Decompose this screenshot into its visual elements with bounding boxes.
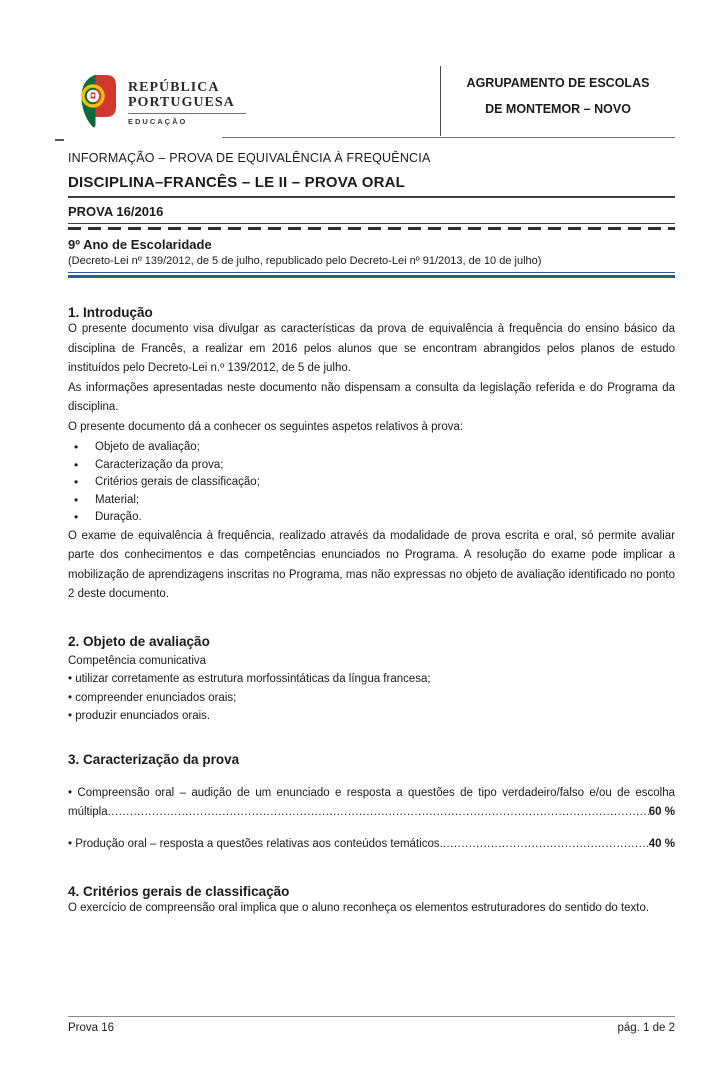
item-1-text-line-1: • Compreensão oral – audição de um enunciado e resposta a questões de tipo verdadeiro/falso e/ou de escolha: [68, 786, 675, 799]
item-2-text: • Produção oral – resposta a questões relativas aos conteúdos temáticos.: [68, 837, 443, 850]
logo-wordmark: [128, 72, 246, 126]
document-page: [68, 64, 675, 919]
list-item: • compreender enunciados orais;: [68, 691, 237, 704]
list-item: • Objeto de avaliação;: [68, 439, 675, 457]
section-2-heading: 2. Objeto de avaliação: [68, 633, 210, 649]
header-bottom-rule: [222, 137, 675, 138]
logo-separator: [128, 113, 246, 114]
section-2-intro: Competência comunicativa: [68, 654, 207, 667]
title-underline: [68, 196, 675, 198]
item-2-weight-value: 40 %: [648, 837, 675, 850]
section-1-paragraph-3: O presente documento dá a conhecer os seguintes aspetos relativos à prova:: [68, 420, 464, 433]
dashed-rule: [68, 227, 675, 230]
item-1-leader-row: [68, 803, 675, 823]
school-name: [441, 76, 675, 128]
section-3-heading: 3. Caracterização da prova: [68, 751, 240, 767]
list-item: • Duração.: [68, 509, 675, 527]
info-title: INFORMAÇÃO – PROVA DE EQUIVALÊNCIA À FREQUÊNCIA: [68, 151, 431, 165]
list-item: • Critérios gerais de classificação;: [68, 474, 675, 492]
list-item: • Caracterização da prova;: [68, 457, 675, 475]
prova-number: PROVA 16/2016: [68, 204, 164, 219]
republica-portuguesa-logo: [78, 72, 246, 130]
prova-underline: [68, 223, 675, 224]
section-1-bullet-list: [68, 439, 675, 527]
school-name-line-1: AGRUPAMENTO DE ESCOLAS: [466, 76, 650, 90]
footer-page-number: pág. 1 de 2: [617, 1022, 675, 1034]
section-1-paragraph-2: As informações apresentadas neste documento não dispensam a consulta da legislação referida e do Programa da disciplina.: [68, 381, 675, 413]
page-footer: [68, 1016, 675, 1034]
item-1-weight-value: 60 %: [648, 806, 675, 818]
portugal-flag-icon: [78, 72, 118, 130]
decree-reference: (Decreto-Lei nº 139/2012, de 5 de julho, republicado pelo Decreto-Lei nº 91/2013, de 10 de julho): [68, 255, 542, 267]
section-1-heading: 1. Introdução: [68, 305, 153, 320]
list-item: • utilizar corretamente as estrutura morfossintáticas da língua francesa;: [68, 673, 431, 685]
school-name-line-2: DE MONTEMOR – NOVO: [485, 102, 631, 116]
logo-line-2: PORTUGUESA: [128, 95, 235, 110]
section-1-paragraph-1: O presente documento visa divulgar as características da prova de equivalência à frequência do ensino básico da disciplina de Francês, a realizar em 2016 pelos alunos que se encontram abrangidos pelos planos de estudo instituídos pelo Decreto-Lei n.º 139/2012, de 5 de julho.: [68, 323, 675, 374]
section-3-item-1: [68, 784, 675, 823]
item-1-text-line-2: múltipla: [68, 806, 108, 818]
item-2-leader-row: [68, 835, 675, 855]
school-year: 9º Ano de Escolaridade: [68, 237, 212, 252]
blue-double-rule: [68, 272, 675, 278]
page-header: [68, 64, 675, 138]
list-item: • produzir enunciados orais.: [68, 710, 211, 722]
section-1-paragraph-4: O exame de equivalência à frequência, realizado através da modalidade de prova escrita e oral, só permite avaliar parte dos conhecimentos e das competências enunciados no Programa. A resolução do exame pode implicar a mobilização de aprendizagens inscritas no Programa, mas não expressas no objeto de avaliação identificado no ponto 2 deste documento.: [68, 529, 675, 600]
logo-line-1: REPÚBLICA: [128, 80, 220, 95]
section-4-heading: 4. Critérios gerais de classificação: [68, 884, 290, 899]
section-3-item-2: [68, 835, 675, 855]
logo-subtitle: EDUCAÇÃO: [128, 117, 188, 126]
dot-leader: [108, 803, 649, 823]
header-left-dash: [55, 139, 64, 141]
dot-leader: [443, 835, 649, 855]
list-item: • Material;: [68, 492, 675, 510]
discipline-title: DISCIPLINA–FRANCÊS – LE II – PROVA ORAL: [68, 174, 406, 191]
section-4-paragraph-1: O exercício de compreensão oral implica que o aluno reconheça os elementos estruturadores do sentido do texto.: [68, 902, 650, 914]
footer-prova-label: Prova 16: [68, 1022, 115, 1034]
